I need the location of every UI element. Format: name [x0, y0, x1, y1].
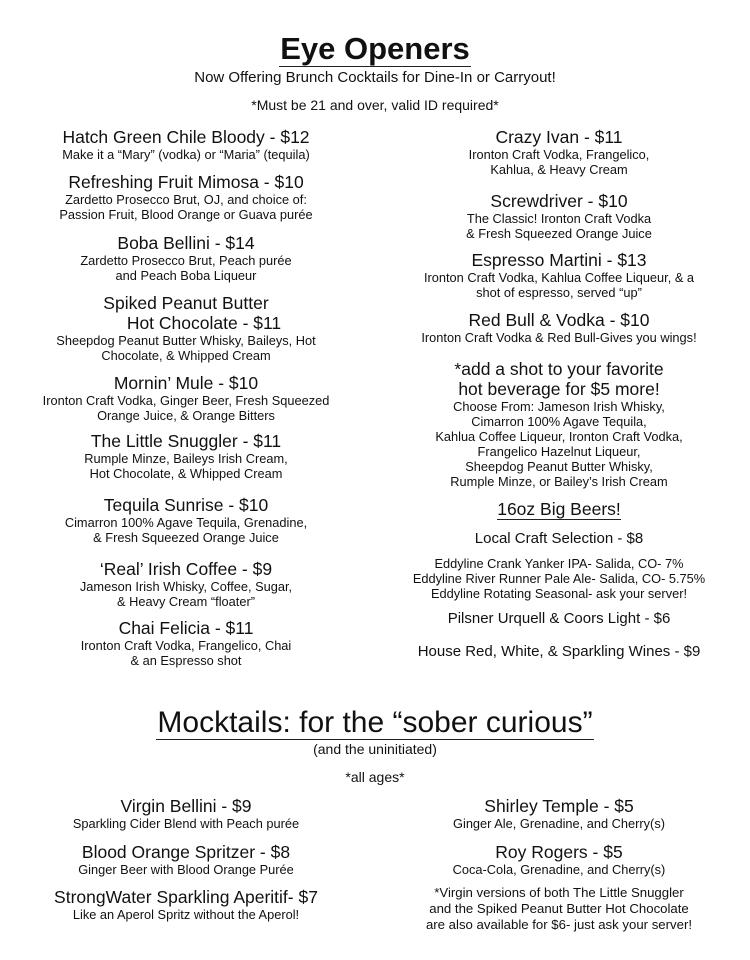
- item-desc: Ironton Craft Vodka, Frangelico,: [468, 147, 650, 162]
- item-desc: and Peach Boba Liqueur: [115, 268, 257, 283]
- item-name: Roy Rogers - $5: [495, 842, 623, 862]
- item-name: Virgin Bellini - $9: [120, 796, 252, 816]
- item-desc: Ironton Craft Vodka, Frangelico, Chai: [80, 638, 292, 653]
- item-desc: Cimarron 100% Agave Tequila, Grenadine,: [64, 515, 308, 530]
- item-desc: Hot Chocolate, & Whipped Cream: [89, 466, 283, 481]
- menu-item: [12, 887, 360, 922]
- page-subtitle: Now Offering Brunch Cocktails for Dine-In or Carryout!: [194, 69, 556, 86]
- virgin-note-line: and the Spiked Peanut Butter Hot Chocolate: [429, 901, 689, 916]
- mocktails-title: Mocktails: for the “sober curious”: [157, 706, 593, 739]
- item-desc: Zardetto Prosecco Brut, OJ, and choice of:: [65, 192, 307, 207]
- item-desc: Sheepdog Peanut Butter Whisky, Baileys, Hot: [56, 333, 316, 348]
- addon-desc: Kahlua Coffee Liqueur, Ironton Craft Vodka,: [435, 429, 683, 444]
- item-desc: Ginger Beer with Blood Orange Purée: [78, 862, 294, 877]
- item-name-line2: Hot Chocolate - $11: [126, 313, 282, 333]
- item-name: Local Craft Selection - $8: [474, 530, 644, 547]
- item-desc: Chocolate, & Whipped Cream: [101, 348, 271, 363]
- item-name: Spiked Peanut Butter: [103, 293, 269, 313]
- item-desc: Ironton Craft Vodka, Ginger Beer, Fresh Squeezed: [42, 393, 330, 408]
- item-desc: Passion Fruit, Blood Orange or Guava purée: [59, 207, 313, 222]
- item-desc: Sparkling Cider Blend with Peach purée: [72, 816, 300, 831]
- item-name: Tequila Sunrise - $10: [103, 495, 269, 515]
- virgin-note: [380, 885, 738, 933]
- addon-title-line1: *add a shot to your favorite: [454, 359, 664, 379]
- addon-desc: Choose From: Jameson Irish Whisky,: [453, 399, 665, 414]
- addon-desc: Rumple Minze, or Bailey’s Irish Cream: [450, 474, 668, 489]
- item-desc: & Fresh Squeezed Orange Juice: [93, 530, 279, 545]
- item-desc: Eddyline River Runner Pale Ale- Salida, CO- 5.75%: [412, 571, 706, 586]
- beers-heading-text: 16oz Big Beers!: [497, 499, 621, 519]
- item-desc: Zardetto Prosecco Brut, Peach purée: [80, 253, 292, 268]
- age-note: *Must be 21 and over, valid ID required*: [251, 97, 499, 113]
- mocktails-age-note: *all ages*: [345, 769, 405, 785]
- item-name: Red Bull & Vodka - $10: [468, 310, 650, 330]
- item-desc: Coca-Cola, Grenadine, and Cherry(s): [452, 862, 666, 877]
- item-name: Mornin’ Mule - $10: [113, 373, 259, 393]
- menu-item: [380, 842, 738, 877]
- addon-desc: Frangelico Hazelnut Liqueur,: [477, 444, 641, 459]
- menu-item: [380, 796, 738, 831]
- item-name: The Little Snuggler - $11: [90, 431, 282, 451]
- virgin-note-line: *Virgin versions of both The Little Snuggler: [434, 885, 684, 900]
- item-desc: Ginger Ale, Grenadine, and Cherry(s): [453, 816, 665, 831]
- item-desc: Eddyline Crank Yanker IPA- Salida, CO- 7%: [434, 556, 684, 571]
- item-name: Hatch Green Chile Bloody - $12: [62, 127, 310, 147]
- mocktails-subtitle: (and the uninitiated): [313, 741, 437, 757]
- item-name: ‘Real’ Irish Coffee - $9: [99, 559, 273, 579]
- menu-item: [12, 796, 360, 831]
- addon-desc: Cimarron 100% Agave Tequila,: [471, 414, 647, 429]
- item-desc: shot of espresso, served “up”: [476, 285, 642, 300]
- item-desc: & Fresh Squeezed Orange Juice: [466, 226, 652, 241]
- item-name: Chai Felicia - $11: [118, 618, 254, 638]
- mocktails-right-column: [380, 0, 738, 960]
- item-desc: Rumple Minze, Baileys Irish Cream,: [84, 451, 288, 466]
- item-desc: & Heavy Cream “floater”: [117, 594, 255, 609]
- item-name: Refreshing Fruit Mimosa - $10: [68, 172, 304, 192]
- mocktails-left-column: [12, 0, 360, 960]
- item-name: House Red, White, & Sparkling Wines - $9: [417, 643, 701, 660]
- addon-desc: Sheepdog Peanut Butter Whisky,: [465, 459, 653, 474]
- item-desc: The Classic! Ironton Craft Vodka: [466, 211, 652, 226]
- item-name: Screwdriver - $10: [490, 191, 628, 211]
- item-name: Espresso Martini - $13: [471, 250, 647, 270]
- item-name: Blood Orange Spritzer - $8: [81, 842, 291, 862]
- item-name: Pilsner Urquell & Coors Light - $6: [447, 610, 671, 627]
- item-name: StrongWater Sparkling Aperitif- $7: [54, 887, 318, 907]
- item-desc: Like an Aperol Spritz without the Aperol!: [72, 907, 300, 922]
- item-desc: Kahlua, & Heavy Cream: [490, 162, 628, 177]
- item-desc: Make it a “Mary” (vodka) or “Maria” (tequila): [62, 147, 310, 162]
- item-desc: Orange Juice, & Orange Bitters: [97, 408, 275, 423]
- item-name: Shirley Temple - $5: [484, 796, 634, 816]
- item-desc: Ironton Craft Vodka & Red Bull-Gives you wings!: [421, 330, 697, 345]
- item-desc: Ironton Craft Vodka, Kahlua Coffee Liqueur, & a: [423, 270, 695, 285]
- item-desc: Jameson Irish Whisky, Coffee, Sugar,: [79, 579, 293, 594]
- item-name: Crazy Ivan - $11: [495, 127, 623, 147]
- item-desc: & an Espresso shot: [130, 653, 242, 668]
- addon-title-line2: hot beverage for $5 more!: [458, 379, 660, 399]
- menu-item: [12, 842, 360, 877]
- item-desc: Eddyline Rotating Seasonal- ask your server!: [430, 586, 688, 601]
- item-name: Boba Bellini - $14: [117, 233, 255, 253]
- virgin-note-line: are also available for $6- just ask your server!: [425, 917, 693, 932]
- page-title: Eye Openers: [280, 31, 470, 66]
